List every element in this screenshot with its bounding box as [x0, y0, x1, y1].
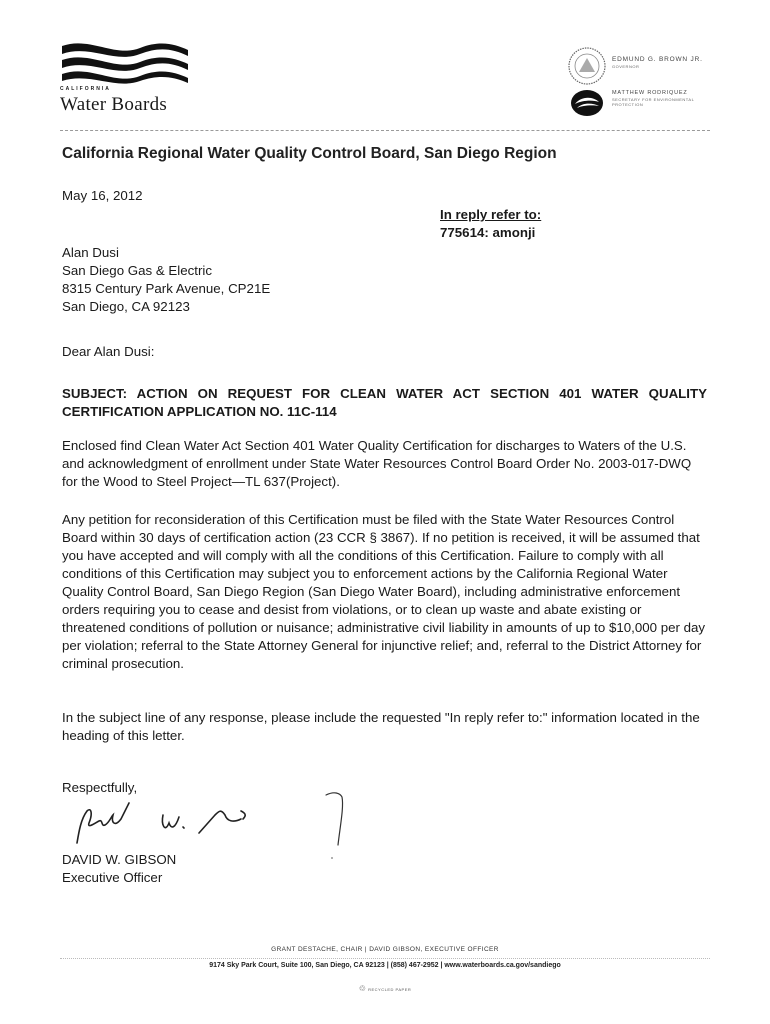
closing: Respectfully,	[62, 780, 138, 795]
handwritten-mark	[318, 787, 358, 867]
recycled-paper-note	[0, 984, 770, 993]
calepa-logo-icon	[569, 88, 605, 118]
reply-ref-number: 775614: amonji	[440, 225, 536, 240]
board-heading: California Regional Water Quality Control Board, San Diego Region	[62, 145, 557, 162]
water-boards-wave-logo	[60, 38, 190, 90]
recipient-street: 8315 Century Park Avenue, CP21E	[62, 281, 271, 296]
recycle-icon: ♲	[358, 984, 366, 993]
signer-name: DAVID W. GIBSON	[62, 852, 177, 867]
state-seal-icon	[567, 46, 607, 86]
paragraph-petition: Any petition for reconsideration of this Certification must be filed with the State Water Resources Control Board within 30 days of certification action (23 CCR § 3867). If no petition is received, it will be assumed that you have accepted and will comply with all the conditions of this Certification. Failure to comply with all conditions of this Certification may subject you to enforcement actions by the California Regional Water Quality Control Board, San Diego Region (San Diego Water Board), including administrative enforcement orders requiring you to cease and desist from violations, or to clean up waste and abate existing or threatened conditions of pollution or nuisance; administrative civil liability in amounts of up to $10,000 per day per violation; referral to the State Attorney General for injunctive relief; and, referral to the District Attorney for criminal prosecution.	[62, 512, 706, 671]
letter-date: May 16, 2012	[62, 188, 143, 203]
reply-label: In reply refer to:	[440, 207, 542, 222]
footer-officers: GRANT DESTACHE, CHAIR | DAVID GIBSON, EXECUTIVE OFFICER	[271, 946, 499, 953]
letterhead-divider	[60, 130, 710, 131]
recipient-city: San Diego, CA 92123	[62, 299, 190, 314]
recipient-company: San Diego Gas & Electric	[62, 263, 213, 278]
footer-divider	[60, 958, 710, 959]
recipient-name: Alan Dusi	[62, 245, 119, 260]
logo-state-label: CALIFORNIA	[60, 86, 111, 92]
secretary-title: SECRETARY FOR ENVIRONMENTAL PROTECTION	[612, 97, 695, 107]
footer-address: 9174 Sky Park Court, Suite 100, San Diego, CA 92123 | (858) 467-2952 | www.waterboards.ca.gov/sandiego	[209, 962, 561, 969]
signer-title: Executive Officer	[62, 870, 163, 885]
signer-block	[62, 851, 176, 887]
salutation: Dear Alan Dusi:	[62, 344, 155, 359]
governor-name: EDMUND G. BROWN JR.	[612, 56, 703, 63]
paragraph-enclosure: Enclosed find Clean Water Act Section 401 Water Quality Certification for discharges to Waters of the U.S. and acknowledgment of enrollment under State Water Resources Control Board Order No. 2003-017-DWQ for the Wood to Steel Project—TL 637(Project).	[62, 438, 692, 489]
recipient-address	[62, 244, 270, 316]
recycled-label: RECYCLED PAPER	[368, 987, 412, 992]
paragraph-reply-instructions: In the subject line of any response, please include the requested "In reply refer to:" information located in the heading of this letter.	[62, 710, 700, 743]
secretary-name: MATTHEW RODRIQUEZ	[612, 90, 688, 96]
subject-line: SUBJECT: ACTION ON REQUEST FOR CLEAN WATER ACT SECTION 401 WATER QUALITY CERTIFICATION APPLICATION NO. 11C-114	[62, 386, 707, 419]
logo-agency-name: Water Boards	[60, 94, 168, 115]
reply-reference	[440, 206, 541, 242]
governor-title: GOVERNOR	[612, 64, 640, 69]
